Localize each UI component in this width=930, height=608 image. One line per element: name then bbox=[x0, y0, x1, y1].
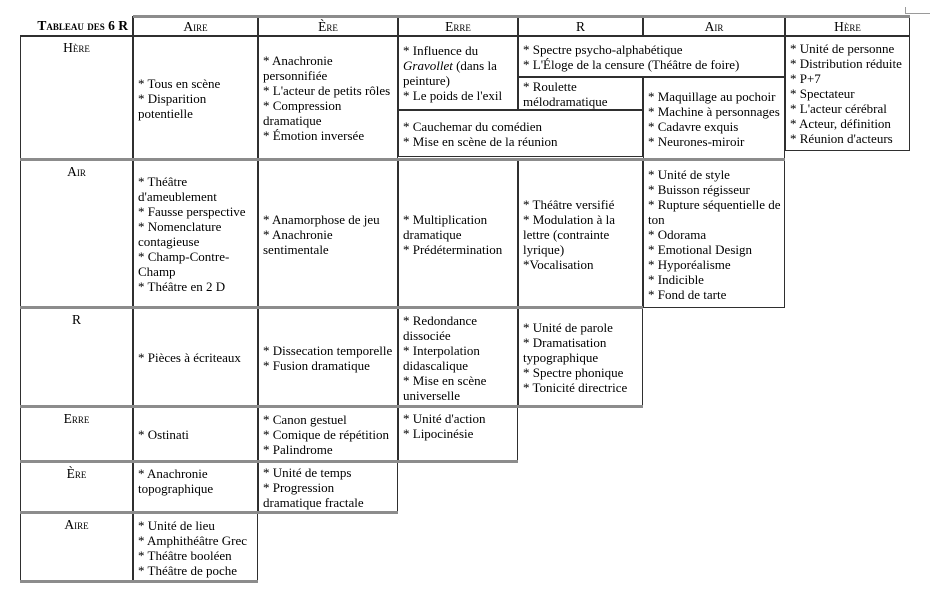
cell-ere-ere bbox=[258, 462, 398, 513]
cell-here-ere bbox=[258, 36, 398, 160]
cell-here-erre-top bbox=[398, 36, 518, 110]
cell-r-ere bbox=[258, 308, 398, 407]
cell-item: * Prédétermination bbox=[403, 241, 503, 257]
cell-item: * Neurones-miroir bbox=[648, 133, 745, 149]
cell-item: * Tonicité directrice bbox=[523, 380, 628, 395]
cell-item: * Fusion dramatique bbox=[263, 357, 370, 373]
cell-r-r bbox=[518, 308, 643, 407]
cell-ere-aire bbox=[133, 462, 258, 513]
column-header-here: Hère bbox=[785, 16, 910, 36]
cell-item: * Redondance dissociée bbox=[403, 312, 478, 343]
cell-item: * Fond de tarte bbox=[648, 286, 727, 302]
cell-air-ere bbox=[258, 160, 398, 308]
cell-item: * Cadavre exquis bbox=[648, 118, 739, 134]
cell-erre-aire bbox=[133, 407, 258, 462]
cell-item: * Spectre psycho-alphabétique bbox=[523, 41, 683, 57]
cell-item: * Dramatisation typographique bbox=[523, 335, 607, 365]
cell-item: * Odorama bbox=[648, 226, 707, 242]
row-label-air: Air bbox=[20, 160, 133, 308]
cell-here-aire bbox=[133, 36, 258, 160]
cell-item: * Théâtre d'ameublement bbox=[138, 174, 217, 204]
cell-item: * Anachronie personnifiée bbox=[263, 53, 333, 83]
column-header-erre: Erre bbox=[398, 16, 518, 36]
cell-item: * Canon gestuel bbox=[263, 412, 347, 427]
cell-item: * Anamorphose de jeu bbox=[263, 211, 380, 227]
cell-item: * Comique de répétition bbox=[263, 427, 390, 442]
cell-item: * Fausse perspective bbox=[138, 204, 246, 219]
cell-here-air bbox=[643, 77, 785, 160]
cell-item: * Disparition potentielle bbox=[138, 90, 207, 121]
cell-item: * Rupture séquentielle de ton bbox=[648, 196, 781, 227]
cell-item: * Pièces à écriteaux bbox=[138, 350, 241, 365]
cell-item: * Distribution réduite bbox=[790, 56, 902, 71]
row-separator-1 bbox=[20, 158, 785, 161]
row-separator-3 bbox=[20, 405, 643, 408]
cell-erre-ere bbox=[258, 407, 398, 462]
cell-item: * Modulation à la lettre (contrainte lyrique) bbox=[523, 211, 616, 257]
cell-item: *Vocalisation bbox=[523, 256, 594, 272]
cell-item: * Nomenclature contagieuse bbox=[138, 219, 222, 249]
cell-item: * Champ-Contre-Champ bbox=[138, 249, 230, 279]
cell-item: * Spectre phonique bbox=[523, 365, 624, 380]
cell-item: * Théâtre de poche bbox=[138, 562, 238, 578]
cell-item: * Acteur, définition bbox=[790, 116, 891, 131]
cell-item: * Théâtre en 2 D bbox=[138, 279, 226, 294]
cell-item: * Émotion inversée bbox=[263, 128, 365, 143]
row-label-here: Hère bbox=[20, 36, 133, 160]
frame-fragment-horizontal bbox=[905, 13, 930, 14]
cell-r-aire bbox=[133, 308, 258, 407]
cell-item: * Dissecation temporelle bbox=[263, 342, 393, 358]
row-label-erre: Erre bbox=[20, 407, 133, 462]
cell-item: * Théâtre versifié bbox=[523, 196, 615, 212]
cell-item: * Mise en scène de la réunion bbox=[403, 133, 558, 149]
cell-item: * Théâtre booléen bbox=[138, 547, 232, 563]
cell-air-r bbox=[518, 160, 643, 308]
cell-item: * Unité de personne bbox=[790, 41, 895, 56]
cell-item: * Buisson régisseur bbox=[648, 181, 750, 197]
row-separator-5 bbox=[20, 511, 398, 514]
cell-here-r-air bbox=[518, 36, 785, 77]
cell-item: * Anachronie topographique bbox=[138, 466, 214, 496]
cell-item: * Ostinati bbox=[138, 427, 189, 442]
cell-item: * P+7 bbox=[790, 71, 821, 86]
cell-item: * Roulette mélodramatique bbox=[523, 78, 608, 109]
column-header-air: Air bbox=[643, 16, 785, 36]
table-bottom-border bbox=[20, 580, 258, 583]
cell-air-aire bbox=[133, 160, 258, 308]
cell-air-air bbox=[643, 160, 785, 308]
row-label-aire: Aire bbox=[20, 513, 133, 582]
cell-item: * Unité de temps bbox=[263, 465, 352, 480]
cell-item: * Unité de style bbox=[648, 166, 730, 182]
cell-item: * Mise en scène universelle bbox=[403, 372, 487, 403]
cell-aire-aire bbox=[133, 513, 258, 582]
cell-r-erre bbox=[398, 308, 518, 407]
cell-item: * Interpolation didascalique bbox=[403, 342, 480, 373]
cell-item: * Progression dramatique fractale bbox=[263, 480, 364, 510]
cell-here-here bbox=[785, 36, 910, 151]
cell-item: * Unité d'action bbox=[403, 411, 486, 426]
cell-item: * Palindrome bbox=[263, 442, 333, 457]
row-label-ere: Ère bbox=[20, 462, 133, 513]
cell-item: * Unité de lieu bbox=[138, 517, 215, 533]
cell-item: * L'Éloge de la censure (Théâtre de foire) bbox=[523, 56, 740, 72]
cell-item: * Influence du Gravollet (dans la peinture) bbox=[403, 43, 497, 88]
cell-item: * Emotional Design bbox=[648, 241, 752, 257]
cell-item: * Cauchemar du comédien bbox=[403, 118, 542, 134]
cell-here-r bbox=[518, 77, 643, 110]
cell-item: * Tous en scène bbox=[138, 75, 221, 91]
cell-item: * Multiplication dramatique bbox=[403, 211, 488, 242]
frame-fragment-vertical bbox=[905, 7, 906, 14]
table-title: Tableau des 6 R bbox=[20, 16, 133, 36]
cell-item: * Spectateur bbox=[790, 86, 855, 101]
cell-item: * Maquillage au pochoir bbox=[648, 88, 776, 104]
cell-item: * Le poids de l'exil bbox=[403, 88, 503, 103]
cell-item: * Hyporéalisme bbox=[648, 256, 731, 272]
cell-item: * Compression dramatique bbox=[263, 98, 342, 128]
table-top-border bbox=[133, 15, 910, 18]
row-separator-2 bbox=[20, 306, 643, 309]
cell-item: * L'acteur cérébral bbox=[790, 101, 887, 116]
row-label-r: R bbox=[20, 308, 133, 407]
cell-item: * Indicible bbox=[648, 271, 704, 287]
cell-item: * Réunion d'acteurs bbox=[790, 131, 893, 146]
row-separator-4 bbox=[20, 460, 518, 463]
column-header-ere: Ère bbox=[258, 16, 398, 36]
cell-item: * Amphithéâtre Grec bbox=[138, 532, 248, 548]
cell-item: * L'acteur de petits rôles bbox=[263, 83, 391, 98]
cell-here-erre-r bbox=[398, 110, 643, 157]
column-header-aire: Aire bbox=[133, 16, 258, 36]
cell-item: * Unité de parole bbox=[523, 320, 613, 335]
cell-item: * Lipocinésie bbox=[403, 426, 474, 441]
cell-item: * Anachronie sentimentale bbox=[263, 226, 333, 257]
cell-air-erre bbox=[398, 160, 518, 308]
column-header-r: R bbox=[518, 16, 643, 36]
cell-erre-erre bbox=[398, 407, 518, 462]
cell-item: * Machine à personnages bbox=[648, 103, 780, 119]
